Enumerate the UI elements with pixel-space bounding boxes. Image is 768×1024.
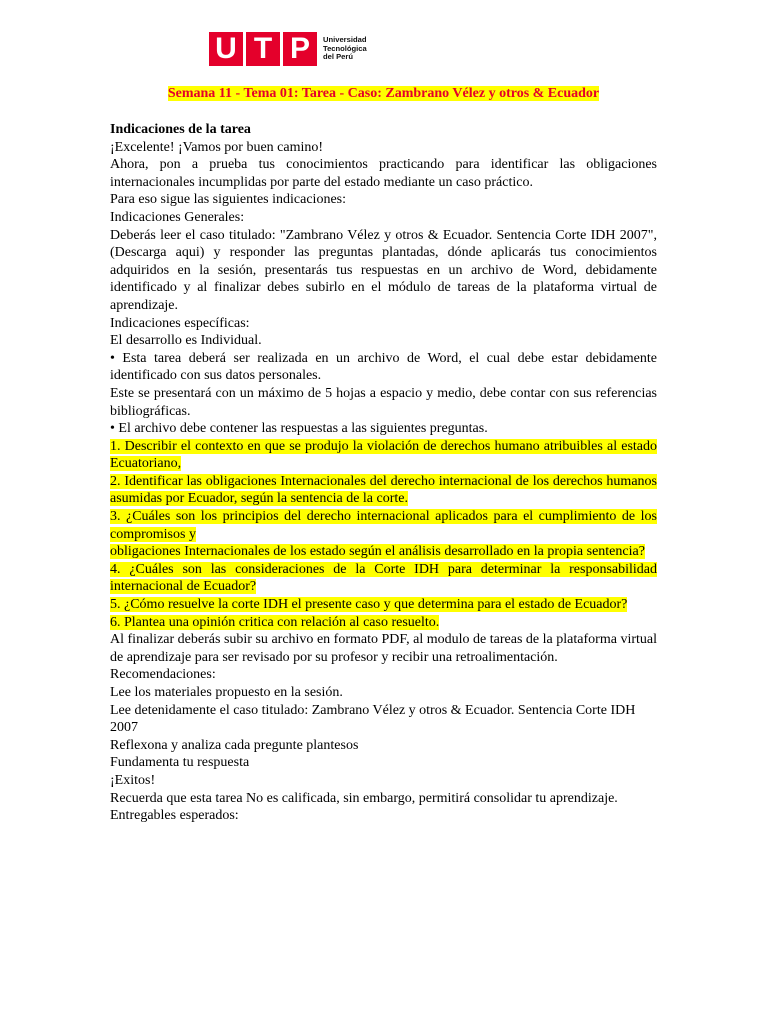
question-3-cont: obligaciones Internacionales de los estado según el análisis desarrollado en la propia sentencia? [110,544,645,560]
question-4: 4. ¿Cuáles son las consideraciones de la Corte IDH para determinar la responsabilidad internacional de Ecuador? [110,561,657,595]
section-heading: Indicaciones de la tarea [110,122,251,137]
logo-letter-p: P [289,32,310,65]
logo-line-3: del Perú [323,52,353,62]
question-3: 3. ¿Cuáles son los principios del derecho internacional aplicados para el cumplimiento de los compromisos y [110,509,657,542]
paragraph: Ahora, pon a prueba tus conocimientos practicando para identificar las obligaciones internacionales incumplidas por parte del estado mediante un caso práctico. [110,157,657,190]
question-6: 6. Plantea una opinión critica con relación al caso resuelto. [110,614,440,630]
logo-letter-t: T [253,32,273,65]
utp-logo-mark [209,32,317,66]
paragraph: ¡Excelente! ¡Vamos por buen camino! [110,139,324,155]
paragraph: Fundamenta tu respuesta [110,755,250,771]
paragraph: Recomendaciones: [110,667,216,683]
paragraph: Reflexona y analiza cada pregunte plantesos [110,737,359,753]
paragraph: Para eso sigue las siguientes indicaciones: [110,192,346,208]
paragraph: Indicaciones específicas: [110,315,250,331]
paragraph: Este se presentará con un máximo de 5 hojas a espacio y medio, debe contar con sus referencias bibliográficas. [110,385,657,419]
question-5: 5. ¿Cómo resuelve la corte IDH el presente caso y que determina para el estado de Ecuador? [110,597,628,613]
paragraph: Al finalizar deberás subir su archivo en formato PDF, al modulo de tareas de la plataforma virtual de aprendizaje para ser revisado por su profesor y recibir una retroalimentación. [110,632,657,665]
paragraph: • El archivo debe contener las respuestas a las siguientes preguntas. [110,421,488,437]
paragraph: El desarrollo es Individual. [110,333,262,349]
question-1: 1. Describir el contexto en que se produjo la violación de derechos humano atribuibles al estado Ecuatoriano, [110,438,657,472]
paragraph: Deberás leer el caso titulado: "Zambrano Vélez y otros & Ecuador. Sentencia Corte IDH 2007", (Descarga aqui) y responder las preguntas plantadas, dónde aplicarás tus conocimientos adquiridos en la sesión, presentarás tus respuestas en un archivo de Word, debidamente identificado y al finalizar debes subirlo en el módulo de tareas de la plataforma virtual de aprendizaje. [110,227,657,313]
logo-line-2: Tecnológica [323,43,367,53]
assignment-title [110,85,657,103]
document-body [110,121,657,825]
title-text: Semana 11 - Tema 01: Tarea - Caso: Zambrano Vélez y otros & Ecuador [167,86,600,101]
paragraph: Lee los materiales propuesto en la sesión. [110,685,343,700]
paragraph: • Esta tarea deberá ser realizada en un archivo de Word, el cual debe estar debidamente identificado con sus datos personales. [110,350,657,384]
paragraph: Recuerda que esta tarea No es calificada, sin embargo, permitirá consolidar tu aprendizaje. [110,790,618,806]
paragraph: Indicaciones Generales: [110,209,245,225]
utp-logo-text [323,36,367,62]
question-2: 2. Identificar las obligaciones Internacionales del derecho internacional de los derechos humanos asumidas por Ecuador, según la sentencia de la corte. [110,473,657,507]
paragraph: ¡Exitos! [110,772,156,788]
paragraph: Lee detenidamente el caso titulado: Zambrano Vélez y otros & Ecuador. Sentencia Corte IDH 2007 [110,702,636,736]
paragraph: Entregables esperados: [110,808,239,824]
logo-letter-u: U [215,32,237,65]
logo-line-1: Universidad [323,35,367,45]
utp-logo [209,32,367,66]
